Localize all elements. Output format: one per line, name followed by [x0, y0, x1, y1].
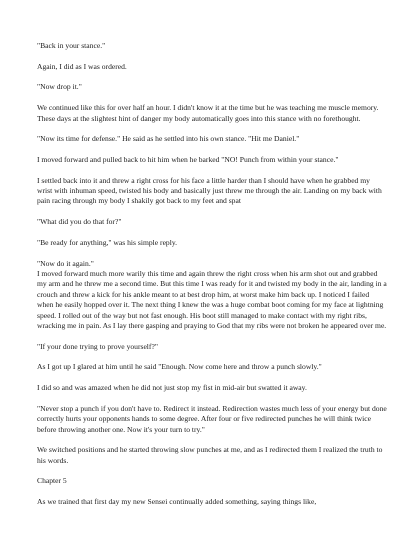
paragraph-did-as-ordered: Again, I did as I was ordered.	[37, 61, 127, 71]
paragraph-first-day-training: As we trained that first day my new Sensei continually added something, saying things like,	[37, 497, 317, 507]
paragraph-time-for-defense: "Now its time for defense." He said as he settled into his own stance. "Hit me Daniel."	[37, 134, 300, 144]
paragraph-muscle-memory: We continued like this for over half an hour. I didn't know it at the time but he was teaching me muscle memory. These days at the slightest hint of danger my body automatically goes into this stance with no forethought.	[37, 103, 379, 123]
paragraph-be-ready: "Be ready for anything," was his simple reply.	[37, 237, 178, 247]
paragraph-do-it-again: "Now do it again."	[37, 258, 94, 268]
document-page	[37, 41, 387, 518]
paragraph-punch-from-stance: I moved forward and pulled back to hit him when he barked "NO! Punch from within your stance."	[37, 154, 339, 164]
paragraph-what-did-you-do: "What did you do that for?"	[37, 217, 122, 227]
paragraph-prove-yourself: "If your done trying to prove yourself?"	[37, 341, 158, 351]
paragraph-second-throw: I moved forward much more warily this time and again threw the right cross when his arm shot out and grabbed my arm and he threw me a second time. But this time I was ready for it and twisted my body in the air, landing in a crouch and threw a kick for his ankle meant to at best drop him, at worst make him back up. I noticed I failed when he easily hopped over it. The next thing I knew the was a huge combat boot coming for my face at lightning speed. I rolled out of the way but not fast enough. His boot still managed to make contact with my right ribs, wracking me in pain. As I lay there gasping and praying to God that my ribs were not broken he appeared over me.	[37, 268, 387, 330]
paragraph-now-drop-it: "Now drop it."	[37, 82, 82, 92]
paragraph-back-in-stance: "Back in your stance."	[37, 41, 106, 50]
paragraph-right-cross-thrown: I settled back into it and threw a right cross for his face a little harder than I should have when he grabbed my wrist with inhuman speed, twisted his body and basically just threw me through the air. Landing on my back with pain racing through my body I shakily got back to my feet and spat	[37, 175, 382, 206]
chapter-heading: Chapter 5	[37, 476, 67, 486]
paragraph-switched-positions: We switched positions and he started throwing slow punches at me, and as I redirected them I realized the truth to his words.	[37, 445, 383, 465]
paragraph-redirect-punch: "Never stop a punch if you don't have to. Redirect it instead. Redirection wastes much less of your energy but done correctly hurts your opponents hands to some degree. After four or five redirected punches he will think twice before throwing another one. Now it's your turn to try."	[37, 403, 387, 434]
paragraph-swatted-away: I did so and was amazed when he did not just stop my fist in mid-air but swatted it away.	[37, 383, 307, 393]
paragraph-throw-punch-slowly: As I got up I glared at him until he said "Enough. Now come here and throw a punch slowly."	[37, 362, 322, 372]
